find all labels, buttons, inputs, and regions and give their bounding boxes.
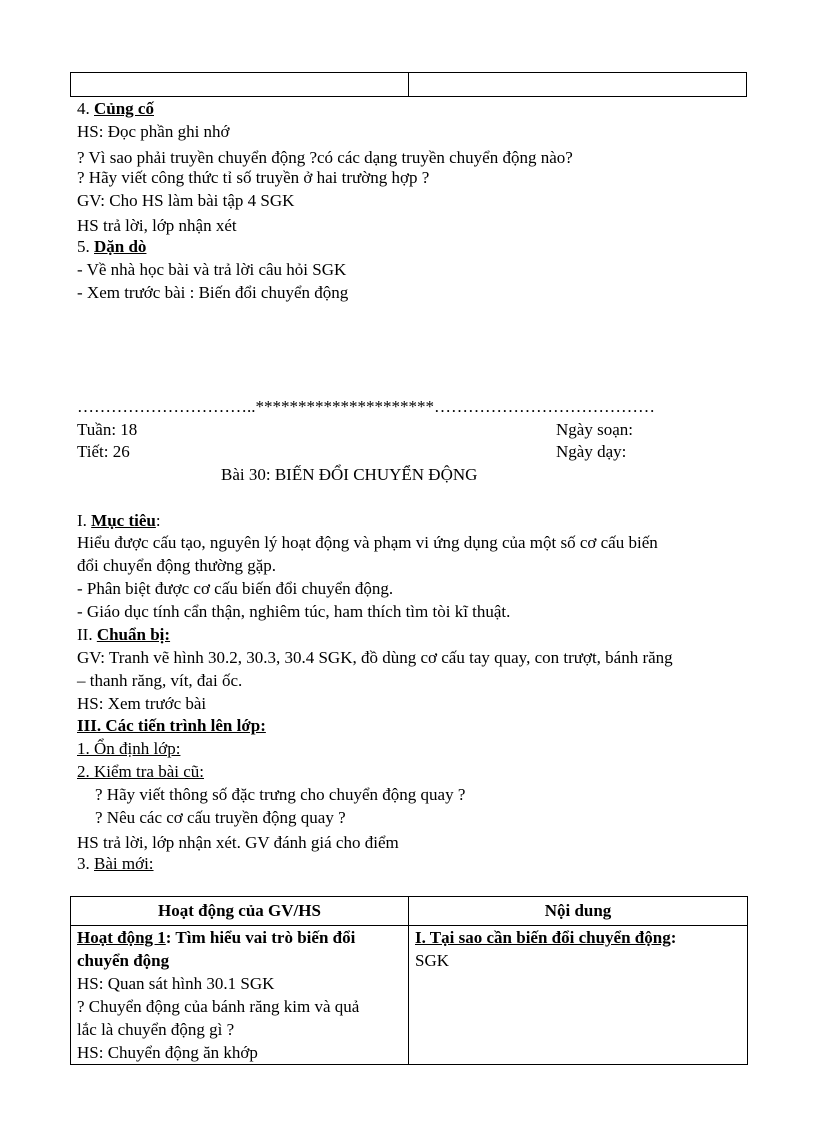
cung-co-line-3: ? Hãy viết công thức tỉ số truyền ở hai trường hợp ? [77,168,430,187]
section-separator: …………………………..*********************………………………………… [77,397,655,416]
activity-line-1: HS: Quan sát hình 30.1 SGK [77,974,275,993]
dan-do-title: Dặn dò [94,237,147,256]
muc-tieu-prefix: I. [77,511,92,530]
cung-co-title: Củng cố [94,99,154,118]
activity-line-4: HS: Chuyển động ăn khớp [77,1043,258,1062]
muc-tieu-suffix: : [155,511,161,530]
muc-tieu-heading [77,511,161,531]
table-header-row [71,897,748,926]
table-row [71,926,748,1065]
content-title: I. Tại sao cần biến đổi chuyển động [415,928,671,947]
kiem-tra-question-1: ? Hãy viết thông số đặc trưng cho chuyển động quay ? [95,785,466,804]
chuan-bi-title: Chuẩn bị: [96,625,171,644]
activities-table [70,896,748,1065]
chuan-bi-line-1: GV: Tranh vẽ hình 30.2, 30.3, 30.4 SGK, đồ dùng cơ cấu tay quay, con trượt, bánh răng [77,648,673,667]
on-dinh-lop: 1. Ổn định lớp: [77,739,181,758]
tiet-label: Tiết: 26 [77,442,130,461]
top-empty-table [70,72,747,97]
cung-co-line-4: GV: Cho HS làm bài tập 4 SGK [77,191,295,210]
ngay-soan-label: Ngày soạn: [556,420,633,439]
activity-line-2: ? Chuyển động của bánh răng kim và quả [77,997,360,1016]
muc-tieu-line-2: đổi chuyển động thường gặp. [77,556,277,575]
dan-do-line-1: - Về nhà học bài và trả lời câu hỏi SGK [77,260,347,279]
header-noi-dung: Nội dung [409,897,748,926]
ngay-day-label: Ngày dạy: [556,442,627,461]
cung-co-line-2: ? Vì sao phải truyền chuyển động ?có các dạng truyền chuyển động nào? [77,148,573,167]
content-cell [409,926,748,1065]
kiem-tra-bai-cu: 2. Kiểm tra bài cũ: [77,762,204,781]
muc-tieu-line-1: Hiểu được cấu tạo, nguyên lý hoạt động và phạm vi ứng dụng của một số cơ cấu biến [77,533,658,552]
content-title-suffix: : [670,928,677,947]
activity-label: Hoạt động 1 [77,928,166,947]
bai-moi-prefix: 3. [77,854,94,873]
muc-tieu-line-4: - Giáo dục tính cẩn thận, nghiêm túc, ham thích tìm tòi kĩ thuật. [77,602,511,621]
kiem-tra-hs-line: HS trả lời, lớp nhận xét. GV đánh giá cho điểm [77,833,399,852]
activity-rest: : Tìm hiểu vai trò biến đổi [165,928,356,947]
dan-do-heading [77,237,146,257]
chuan-bi-line-3: HS: Xem trước bài [77,694,207,713]
content-heading [415,926,741,949]
cung-co-line-1: HS: Đọc phần ghi nhớ [77,122,230,141]
activity-cell [71,926,409,1065]
activity-line-3: lắc là chuyển động gì ? [77,1020,235,1039]
activity-heading [77,926,402,949]
header-hoat-dong: Hoạt động của GV/HS [71,897,409,926]
bai-moi-heading [77,854,154,874]
chuan-bi-heading [77,625,170,645]
activity-heading-line-2: chuyển động [77,951,170,970]
cung-co-number: 4. [77,99,90,118]
cung-co-line-5: HS trả lời, lớp nhận xét [77,216,237,235]
content-text: SGK [415,951,450,970]
top-empty-cell-left [71,73,409,97]
dan-do-number: 5. [77,237,90,256]
bai-moi-label: Bài mới: [94,854,154,873]
cung-co-heading [77,99,154,119]
muc-tieu-line-3: - Phân biệt được cơ cấu biến đổi chuyển động. [77,579,394,598]
kiem-tra-question-2: ? Nêu các cơ cấu truyền động quay ? [95,808,346,827]
top-empty-cell-right [409,73,747,97]
chuan-bi-line-2: – thanh răng, vít, đai ốc. [77,671,243,690]
dan-do-line-2: - Xem trước bài : Biến đổi chuyển động [77,283,349,302]
tien-trinh-title: III. Các tiến trình lên lớp: [77,716,266,735]
chuan-bi-prefix: II. [77,625,97,644]
tuan-label: Tuần: 18 [77,420,138,439]
muc-tieu-title: Mục tiêu [91,511,156,530]
lesson-title: Bài 30: BIẾN ĐỔI CHUYỂN ĐỘNG [221,465,478,484]
